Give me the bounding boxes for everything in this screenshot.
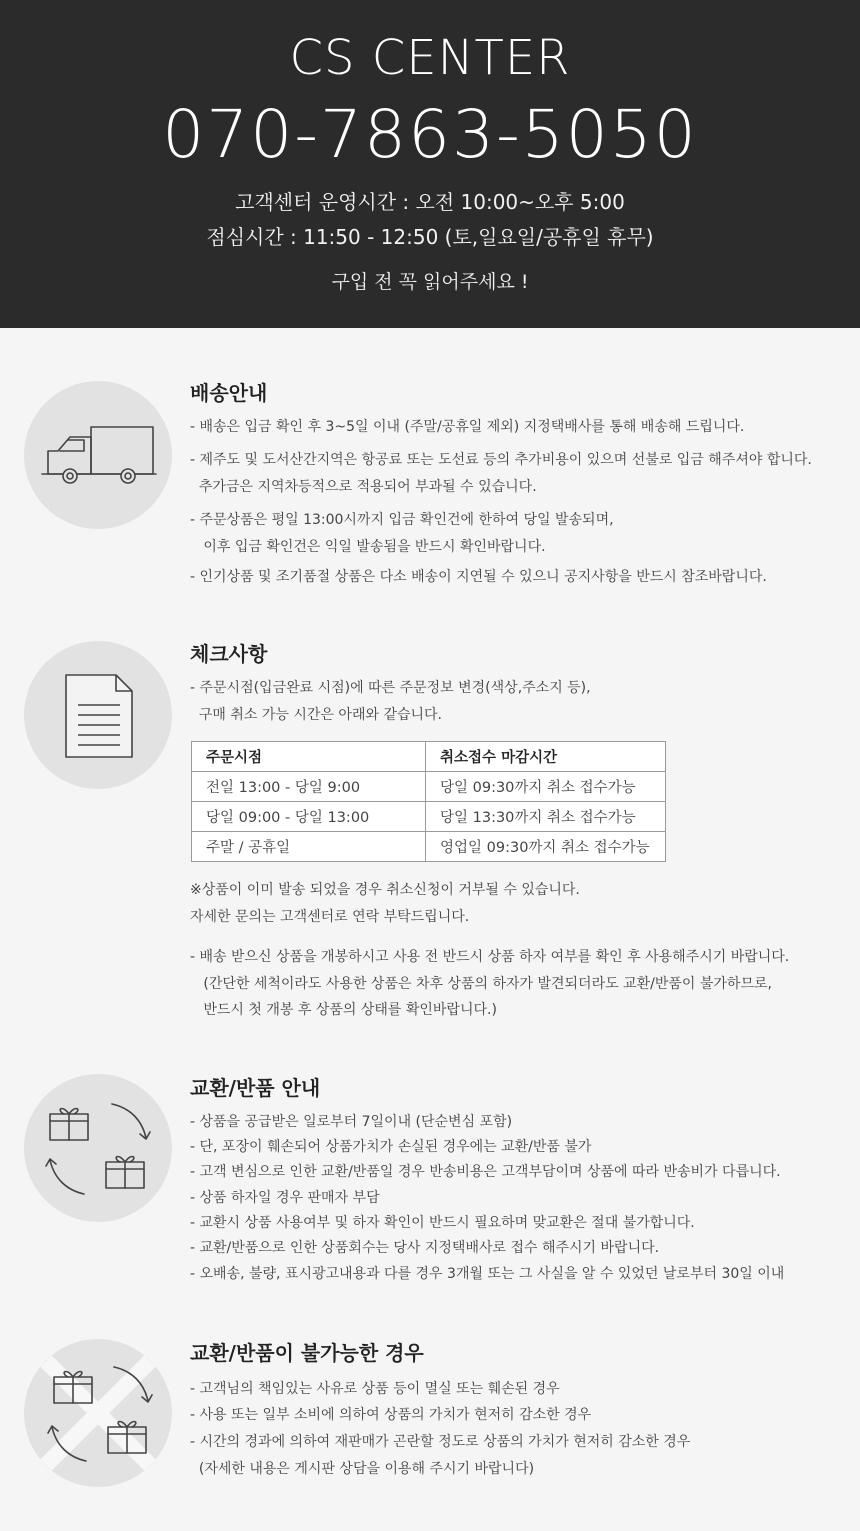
cs-center-title: CS CENTER <box>289 30 571 86</box>
shipping-section-title: 배송안내 <box>190 381 268 405</box>
gift-exchange-icon <box>24 1074 172 1222</box>
no-exchange-icon-circle <box>24 1339 172 1487</box>
cancellation-table <box>191 741 666 862</box>
shipping-line: 이후 입금 확인건은 익일 발송됨을 반드시 확인바랍니다. <box>190 539 546 555</box>
check-section-title: 체크사항 <box>190 642 268 666</box>
exchange-line: - 교환/반품으로 인한 상품회수는 당사 지정택배사로 접수 해주시기 바랍니다. <box>190 1240 660 1256</box>
document-icon-circle <box>24 641 172 789</box>
check-extra-line: (간단한 세척이라도 사용한 상품은 차후 상품의 하자가 발견되더라도 교환/반품이 불가하므로, <box>190 976 772 992</box>
exchange-line: - 교환시 상품 사용여부 및 하자 확인이 반드시 필요하며 맞교환은 절대 불가합니다. <box>190 1215 695 1231</box>
shipping-line: - 배송은 입금 확인 후 3~5일 이내 (주말/공휴일 제외) 지정택배사를 통해 배송해 드립니다. <box>190 419 745 435</box>
check-note-line: 자세한 문의는 고객센터로 연락 부탁드립니다. <box>190 909 470 925</box>
unavailable-line: - 고객님의 책임있는 사유로 상품 등이 멸실 또는 훼손된 경우 <box>190 1381 560 1397</box>
read-before-purchase-notice: 구입 전 꼭 읽어주세요 ! <box>331 271 529 293</box>
table-cell: 당일 09:00 - 당일 13:00 <box>192 802 426 832</box>
unavailable-section-title: 교환/반품이 불가능한 경우 <box>190 1341 424 1365</box>
cs-center-header <box>0 0 860 328</box>
no-exchange-icon <box>24 1339 172 1487</box>
check-extra-line: 반드시 첫 개봉 후 상품의 상태를 확인바랍니다.) <box>190 1002 497 1018</box>
unavailable-line: - 사용 또는 일부 소비에 의하여 상품의 가치가 현저히 감소한 경우 <box>190 1407 592 1423</box>
truck-icon-circle <box>24 381 172 529</box>
check-intro-line: 구매 취소 가능 시간은 아래와 같습니다. <box>190 707 442 723</box>
table-row <box>192 832 666 862</box>
shipping-line: 추가금은 지역차등적으로 적용되어 부과될 수 있습니다. <box>190 479 537 495</box>
unavailable-line: - 시간의 경과에 의하여 재판매가 곤란할 정도로 상품의 가치가 현저히 감소한 경우 <box>190 1434 691 1450</box>
truck-icon <box>24 381 172 529</box>
operating-hours: 고객센터 운영시간 : 오전 10:00~오후 5:00 <box>235 190 625 214</box>
table-cell: 당일 13:30까지 취소 접수가능 <box>426 802 666 832</box>
shipping-line: - 인기상품 및 조기품절 상품은 다소 배송이 지연될 수 있으니 공지사항을 반드시 참조바랍니다. <box>190 569 767 585</box>
table-row <box>192 802 666 832</box>
check-extra-line: - 배송 받으신 상품을 개봉하시고 사용 전 반드시 상품 하자 여부를 확인 후 사용해주시기 바랍니다. <box>190 949 790 965</box>
exchange-line: - 상품 하자일 경우 판매자 부담 <box>190 1190 380 1206</box>
gift-exchange-icon-circle <box>24 1074 172 1222</box>
unavailable-line: (자세한 내용은 게시판 상담을 이용해 주시기 바랍니다) <box>190 1461 535 1477</box>
check-intro-line: - 주문시점(입금완료 시점)에 따른 주문정보 변경(색상,주소지 등), <box>190 680 591 696</box>
shipping-line: - 제주도 및 도서산간지역은 항공료 또는 도선료 등의 추가비용이 있으며 선불로 입금 해주셔야 합니다. <box>190 452 812 468</box>
exchange-line: - 단, 포장이 훼손되어 상품가치가 손실된 경우에는 교환/반품 불가 <box>190 1139 592 1155</box>
table-row <box>192 772 666 802</box>
check-note-line: ※상품이 이미 발송 되었을 경우 취소신청이 거부될 수 있습니다. <box>190 882 580 898</box>
table-cell: 당일 09:30까지 취소 접수가능 <box>426 772 666 802</box>
exchange-line: - 고객 변심으로 인한 교환/반품일 경우 반송비용은 고객부담이며 상품에 따라 반송비가 다릅니다. <box>190 1164 781 1180</box>
table-header-cell: 주문시점 <box>192 742 426 772</box>
lunch-hours: 점심시간 : 11:50 - 12:50 (토,일요일/공휴일 휴무) <box>206 225 654 249</box>
table-cell: 영업일 09:30까지 취소 접수가능 <box>426 832 666 862</box>
table-cell: 전일 13:00 - 당일 9:00 <box>192 772 426 802</box>
table-cell: 주말 / 공휴일 <box>192 832 426 862</box>
exchange-section-title: 교환/반품 안내 <box>190 1076 321 1100</box>
exchange-line: - 오배송, 불량, 표시광고내용과 다를 경우 3개월 또는 그 사실을 알 수 있었던 날로부터 30일 이내 <box>190 1266 785 1282</box>
exchange-line: - 상품을 공급받은 일로부터 7일이내 (단순변심 포함) <box>190 1114 513 1130</box>
shipping-line: - 주문상품은 평일 13:00시까지 입금 확인건에 한하여 당일 발송되며, <box>190 512 614 528</box>
table-header-cell: 취소접수 마감시간 <box>426 742 666 772</box>
phone-number: 070-7863-5050 <box>162 96 698 173</box>
table-header-row <box>192 742 666 772</box>
document-icon <box>24 641 172 789</box>
